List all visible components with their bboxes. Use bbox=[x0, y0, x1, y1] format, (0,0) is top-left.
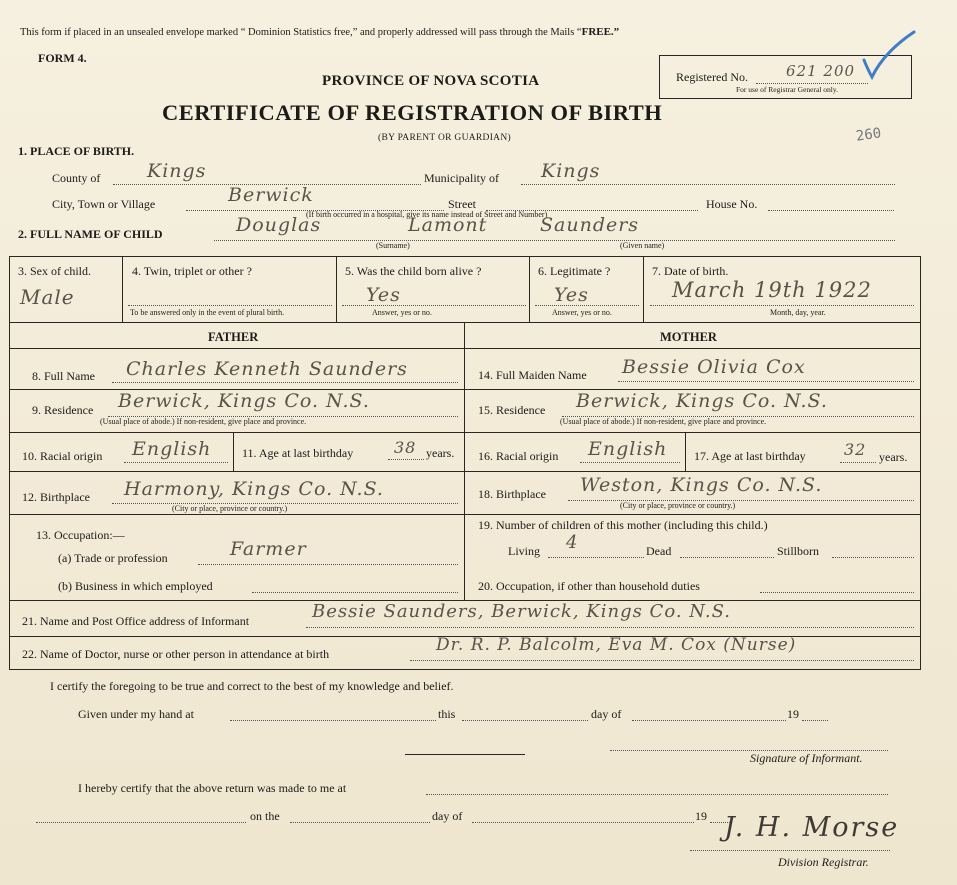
twin-line bbox=[128, 305, 332, 306]
mother-racial-line bbox=[580, 462, 680, 463]
mother-living-value: 4 bbox=[566, 532, 579, 553]
mother-living-label: Living bbox=[508, 544, 540, 558]
doctor-value: Dr. R. P. Balcolm, Eva M. Cox (Nurse) bbox=[436, 635, 797, 655]
day-of-line bbox=[632, 720, 786, 721]
city-label: City, Town or Village bbox=[52, 197, 156, 211]
rule-mother-age-divider bbox=[685, 432, 686, 471]
day-of-label-2: day of bbox=[432, 809, 463, 823]
born-alive-label: 5. Was the child born alive ? bbox=[345, 264, 482, 278]
father-racial-line bbox=[124, 462, 228, 463]
mother-birthplace-note: (City or place, province or country.) bbox=[620, 501, 736, 510]
rule-col-3 bbox=[336, 256, 337, 322]
house-number-line bbox=[768, 210, 894, 211]
return-text: I hereby certify that the above return was made to me at bbox=[78, 781, 347, 795]
mother-living-line bbox=[548, 557, 644, 558]
rule-row-10 bbox=[9, 471, 921, 472]
date-of-birth-value: March 19th 1922 bbox=[672, 278, 872, 302]
father-trade-line bbox=[198, 564, 458, 565]
year-line bbox=[802, 720, 828, 721]
informant-line bbox=[306, 627, 914, 628]
born-alive-value: Yes bbox=[366, 284, 401, 306]
mother-occupation-label: 20. Occupation, if other than household duties bbox=[478, 579, 700, 593]
registrar-signature-line bbox=[690, 850, 890, 851]
father-birthplace-note: (City or place, province or country.) bbox=[172, 504, 288, 513]
child-name-line bbox=[214, 240, 895, 241]
mother-name-label: 14. Full Maiden Name bbox=[478, 368, 587, 382]
registered-number-line bbox=[756, 83, 868, 84]
county-label: County of bbox=[52, 171, 101, 185]
surname-caption: (Surname) bbox=[376, 241, 410, 250]
twin-note: To be answered only in the event of plural birth. bbox=[130, 308, 285, 317]
father-racial-label: 10. Racial origin bbox=[22, 449, 103, 463]
father-birthplace-value: Harmony, Kings Co. N.S. bbox=[124, 478, 384, 500]
certify-text: I certify the foregoing to be true and correct to the best of my knowledge and belief. bbox=[50, 679, 454, 693]
mother-occupation-line bbox=[760, 592, 914, 593]
return-place-line-2 bbox=[36, 822, 246, 823]
rule-col-2 bbox=[122, 256, 123, 322]
mother-dead-label: Dead bbox=[646, 544, 672, 558]
father-name-label: 8. Full Name bbox=[32, 369, 95, 383]
rule-parent-divider bbox=[464, 322, 465, 600]
mother-dead-line bbox=[680, 557, 774, 558]
house-number-label: House No. bbox=[706, 197, 758, 211]
rule-doctor-bottom bbox=[9, 669, 921, 670]
mother-name-line bbox=[618, 381, 914, 382]
municipality-value: Kings bbox=[541, 160, 601, 182]
father-trade-value: Farmer bbox=[230, 538, 307, 560]
given-name-caption: (Given name) bbox=[620, 241, 665, 250]
sex-label: 3. Sex of child. bbox=[18, 264, 91, 278]
mother-residence-label: 15. Residence bbox=[478, 403, 546, 417]
father-age-value: 38 bbox=[394, 438, 417, 457]
father-birthplace-label: 12. Birthplace bbox=[22, 490, 90, 504]
father-business-line bbox=[252, 592, 458, 593]
child-middle-name-value: Lamont bbox=[408, 214, 488, 236]
form-number: FORM 4. bbox=[38, 51, 87, 65]
year-label: 19 bbox=[787, 707, 799, 721]
short-rule bbox=[405, 754, 525, 755]
rule-col-4 bbox=[529, 256, 530, 322]
stamp-number: 260 bbox=[855, 125, 883, 145]
date-of-birth-note: Month, day, year. bbox=[770, 308, 826, 317]
registered-number-value: 621 200 bbox=[786, 62, 856, 80]
father-name-line bbox=[112, 382, 458, 383]
father-years-label: years. bbox=[426, 446, 455, 460]
given-at-line bbox=[230, 720, 436, 721]
municipality-label: Municipality of bbox=[424, 171, 499, 185]
rule-col-5 bbox=[643, 256, 644, 322]
date-of-birth-label: 7. Date of birth. bbox=[652, 264, 729, 278]
day-of-label: day of bbox=[591, 707, 622, 721]
given-under-label: Given under my hand at bbox=[78, 707, 194, 721]
mother-racial-label: 16. Racial origin bbox=[478, 449, 559, 463]
registrar-signature: J. H. Morse bbox=[724, 812, 900, 843]
mother-age-line bbox=[840, 462, 876, 463]
mother-age-label: 17. Age at last birthday bbox=[694, 449, 806, 463]
father-occupation-label: 13. Occupation:— bbox=[36, 528, 125, 542]
child-given-name-value: Douglas bbox=[236, 214, 322, 236]
rule-row-12 bbox=[9, 514, 921, 515]
mother-stillborn-label: Stillborn bbox=[777, 544, 820, 558]
mother-birthplace-value: Weston, Kings Co. N.S. bbox=[580, 474, 823, 496]
father-age-label: 11. Age at last birthday bbox=[242, 446, 354, 460]
rule-row3-bottom bbox=[9, 322, 921, 323]
mother-stillborn-line bbox=[832, 557, 914, 558]
mother-birthplace-label: 18. Birthplace bbox=[478, 487, 546, 501]
registrar-note: For use of Registrar General only. bbox=[736, 85, 838, 94]
registrar-label: Division Registrar. bbox=[778, 855, 869, 869]
county-value: Kings bbox=[147, 160, 207, 182]
child-name-label: 2. FULL NAME OF CHILD bbox=[18, 227, 163, 241]
father-trade-label: (a) Trade or profession bbox=[58, 551, 168, 565]
document-title: CERTIFICATE OF REGISTRATION OF BIRTH bbox=[162, 100, 663, 125]
rule-parent-heading bbox=[9, 348, 921, 349]
mailing-notice bbox=[20, 27, 619, 39]
rule-left bbox=[9, 256, 10, 669]
doctor-label: 22. Name of Doctor, nurse or other person in attendance at birth bbox=[22, 647, 330, 661]
informant-value: Bessie Saunders, Berwick, Kings Co. N.S. bbox=[312, 601, 732, 622]
father-residence-value: Berwick, Kings Co. N.S. bbox=[118, 390, 370, 412]
mother-years-label: years. bbox=[879, 450, 908, 464]
doctor-line bbox=[410, 660, 914, 661]
date-of-birth-line bbox=[650, 305, 914, 306]
mother-age-value: 32 bbox=[844, 440, 867, 459]
checkmark-icon bbox=[858, 30, 918, 82]
municipality-line bbox=[521, 184, 895, 185]
registered-number-label: Registered No. bbox=[676, 70, 748, 84]
father-age-line bbox=[388, 459, 424, 460]
mailing-notice-text: This form if placed in an unsealed envelope marked “ Dominion Statistics free,” and properly addressed will pass through the Mails “ bbox=[20, 27, 582, 38]
day-of-line-2 bbox=[472, 822, 694, 823]
father-name-value: Charles Kenneth Saunders bbox=[126, 358, 408, 380]
this-label: this bbox=[438, 707, 456, 721]
rule-father-age-divider bbox=[233, 432, 234, 471]
legitimate-value: Yes bbox=[554, 284, 589, 306]
father-racial-value: English bbox=[132, 438, 212, 460]
informant-label: 21. Name and Post Office address of Informant bbox=[22, 614, 250, 628]
year-label-2: 19 bbox=[695, 809, 707, 823]
province-heading: PROVINCE OF NOVA SCOTIA bbox=[322, 73, 540, 89]
this-day-line bbox=[462, 720, 588, 721]
mailing-notice-free: FREE.” bbox=[581, 26, 620, 38]
father-heading: FATHER bbox=[208, 330, 259, 344]
document-subtitle: (BY PARENT OR GUARDIAN) bbox=[378, 133, 511, 143]
father-business-label: (b) Business in which employed bbox=[58, 579, 213, 593]
hospital-note: (If birth occurred in a hospital, give its name instead of Street and Number) bbox=[306, 210, 548, 219]
child-surname-value: Saunders bbox=[540, 214, 640, 236]
legitimate-label: 6. Legitimate ? bbox=[538, 264, 611, 278]
return-place-line bbox=[426, 794, 888, 795]
sex-value: Male bbox=[20, 285, 75, 309]
informant-signature-label: Signature of Informant. bbox=[750, 751, 863, 765]
mother-racial-value: English bbox=[588, 438, 668, 460]
father-residence-note: (Usual place of abode.) If non-resident, give place and province. bbox=[100, 417, 307, 426]
rule-right bbox=[920, 256, 921, 669]
mother-residence-note: (Usual place of abode.) If non-resident, give place and province. bbox=[560, 417, 767, 426]
rule-top bbox=[9, 256, 921, 257]
mother-residence-value: Berwick, Kings Co. N.S. bbox=[576, 390, 828, 412]
mother-children-label: 19. Number of children of this mother (including this child.) bbox=[478, 518, 768, 532]
street-label: Street bbox=[448, 197, 476, 211]
place-of-birth-heading: 1. PLACE OF BIRTH. bbox=[18, 144, 135, 158]
mother-heading: MOTHER bbox=[660, 330, 717, 344]
city-value: Berwick bbox=[228, 184, 314, 206]
father-residence-label: 9. Residence bbox=[32, 403, 94, 417]
on-the-line bbox=[290, 822, 430, 823]
on-the-label: on the bbox=[250, 809, 280, 823]
twin-label: 4. Twin, triplet or other ? bbox=[132, 264, 252, 278]
mother-name-value: Bessie Olivia Cox bbox=[622, 356, 806, 378]
born-alive-note: Answer, yes or no. bbox=[372, 308, 432, 317]
rule-row-9 bbox=[9, 432, 921, 433]
legitimate-note: Answer, yes or no. bbox=[552, 308, 612, 317]
